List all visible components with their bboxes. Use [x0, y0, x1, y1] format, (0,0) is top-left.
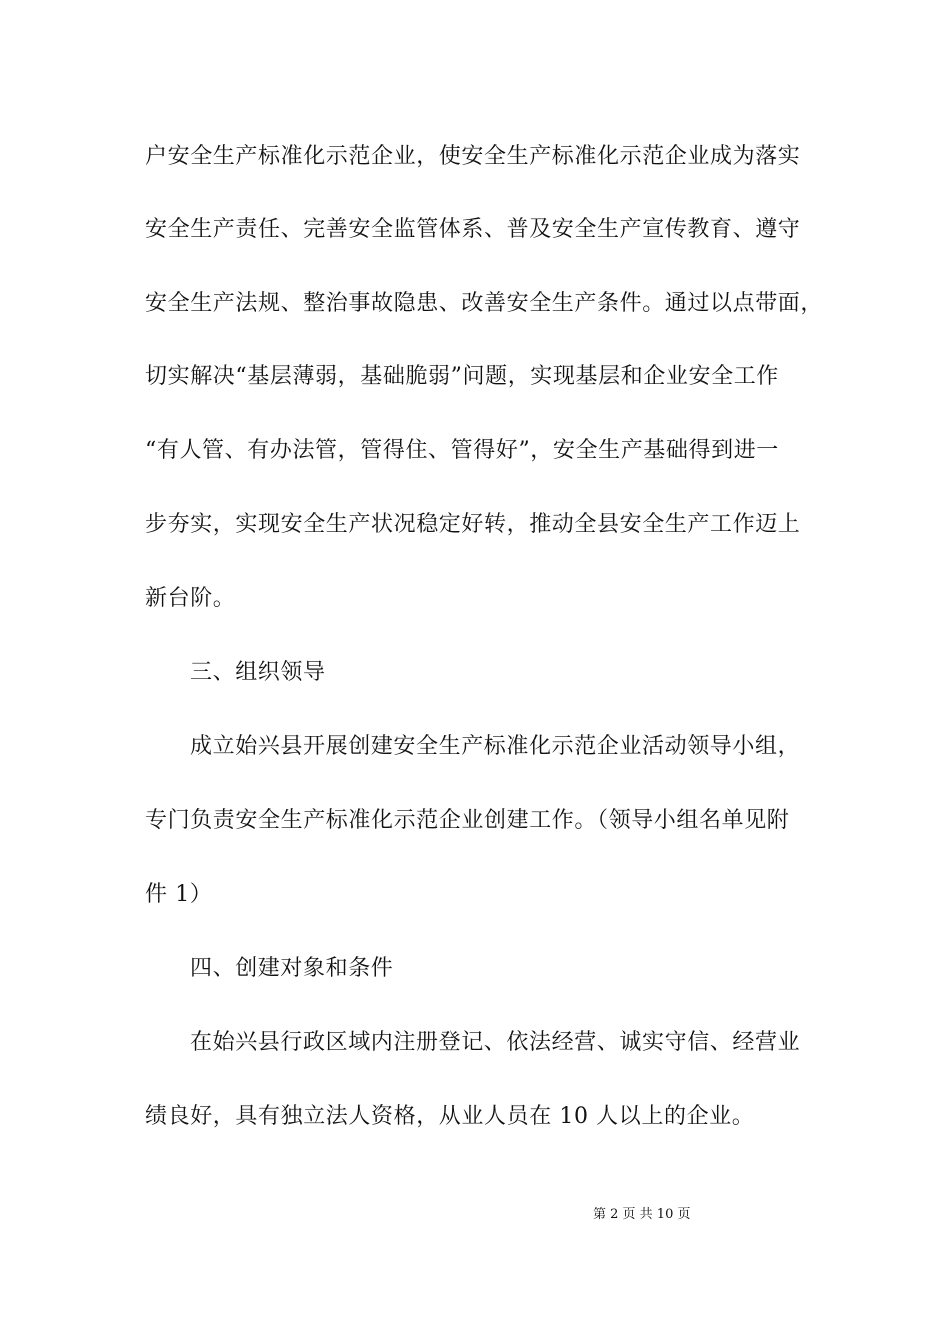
section-heading: 四、创建对象和条件 [190, 956, 394, 981]
body-text-line: 在始兴县行政区域内注册登记、依法经营、诚实守信、经营业 [190, 1030, 801, 1055]
body-text-line: 步夯实，实现安全生产状况稳定好转，推动全县安全生产工作迈上 [145, 512, 801, 537]
body-text-line: 绩良好，具有独立法人资格，从业人员在 10 人以上的企业。 [145, 1104, 755, 1129]
page-number-footer: 第 2 页 共 10 页 [593, 1207, 691, 1222]
body-text-line: 安全生产法规、整治事故隐患、改善安全生产条件。通过以点带面， [145, 291, 824, 316]
body-text-line: 户安全生产标准化示范企业，使安全生产标准化示范企业成为落实 [145, 144, 801, 169]
body-text-line: 专门负责安全生产标准化示范企业创建工作。（领导小组名单见附 [145, 808, 790, 833]
body-text-line: 成立始兴县开展创建安全生产标准化示范企业活动领导小组， [190, 734, 801, 759]
body-text-line: 件 1） [145, 882, 213, 907]
body-text-line: 新台阶。 [145, 586, 236, 611]
body-text-line: 安全生产责任、完善安全监管体系、普及安全生产宣传教育、遵守 [145, 217, 801, 242]
section-heading: 三、组织领导 [190, 660, 326, 685]
body-text-line: “有人管、有办法管，管得住、管得好”，安全生产基础得到进一 [145, 438, 779, 463]
body-text-line: 切实解决“基层薄弱，基础脆弱”问题，实现基层和企业安全工作 [145, 364, 779, 389]
